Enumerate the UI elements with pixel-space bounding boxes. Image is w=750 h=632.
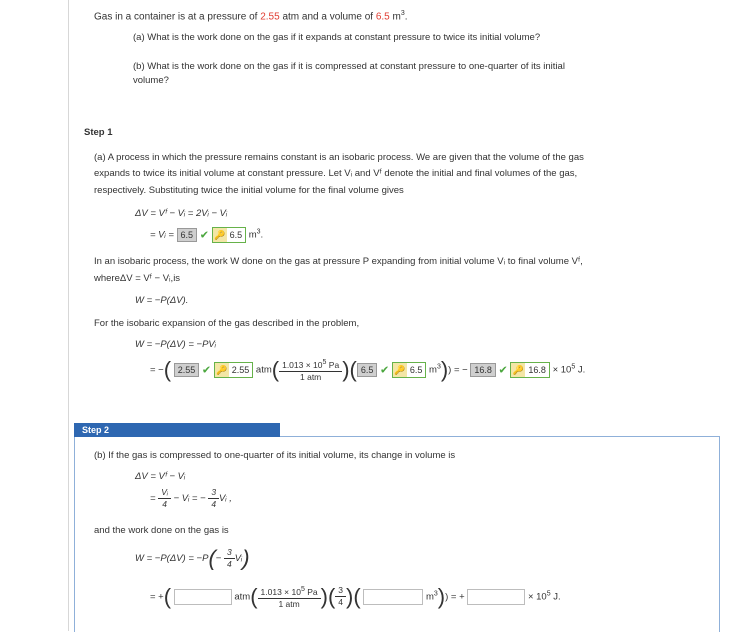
given-volume-2: 6.5 bbox=[357, 363, 378, 377]
fraction-numerator: Vᵢ bbox=[158, 487, 171, 499]
part-b-question-line2: volume? bbox=[133, 75, 169, 86]
unit: m bbox=[425, 591, 434, 603]
unit: m bbox=[429, 364, 437, 376]
key-icon: 🔑 bbox=[213, 230, 226, 240]
eq-prefix: W = −P(ΔV) = −P bbox=[135, 553, 209, 565]
key-icon: 🔑 bbox=[394, 364, 406, 375]
part-b-question-line1: (b) What is the work done on the gas if it is compressed at constant pressure to one-quarter of its initial bbox=[133, 61, 565, 72]
three-quarters-fraction bbox=[335, 585, 346, 608]
paren-close: ) bbox=[342, 356, 350, 382]
unit-exp: 3 bbox=[433, 590, 438, 598]
paren-open: ( bbox=[353, 583, 361, 609]
eq-prefix: = bbox=[150, 493, 156, 505]
paren-open: ( bbox=[349, 356, 357, 382]
joule-unit: J. bbox=[550, 591, 561, 603]
paren-open: ( bbox=[250, 583, 258, 609]
fraction-numerator: 3 bbox=[208, 487, 219, 499]
volume-value: 6.5 bbox=[375, 11, 390, 23]
step2-work-formula bbox=[135, 547, 250, 570]
equals-plus: ) = + bbox=[445, 591, 465, 603]
period: . bbox=[260, 229, 264, 241]
paren-open: ( bbox=[208, 545, 216, 571]
step2-paragraph-line1: (b) If the gas is compressed to one-quarter of its initial volume, its change in volume is bbox=[94, 450, 456, 461]
step2-equation-delta-v: ΔV = Vᶠ − Vᵢ bbox=[135, 471, 186, 482]
intro-end: . bbox=[404, 11, 408, 23]
minus-sign: = − bbox=[150, 364, 164, 376]
unit: m bbox=[248, 229, 257, 241]
conversion-fraction bbox=[258, 584, 321, 610]
fraction-numerator: 1.013 × 10 bbox=[282, 359, 323, 370]
intro-text: Gas in a container is at a pressure of bbox=[94, 11, 261, 23]
check-icon: ✔ bbox=[199, 229, 209, 242]
part-a-question: (a) What is the work done on the gas if it expands at constant pressure to twice its initial volume? bbox=[133, 32, 541, 43]
quarter-vi-fraction bbox=[158, 487, 171, 510]
fraction-exp: 5 bbox=[300, 586, 305, 593]
step2-paragraph-line2: and the work done on the gas is bbox=[94, 525, 229, 536]
check-icon: ✔ bbox=[380, 364, 390, 377]
given-pressure: 2.55 bbox=[174, 363, 200, 377]
vi-symbol: Vᵢ bbox=[234, 553, 243, 565]
step2-title: Step 2 bbox=[74, 423, 280, 437]
paren-close: ) bbox=[242, 545, 250, 571]
key-icon: 🔑 bbox=[216, 364, 228, 375]
key-icon: 🔑 bbox=[512, 364, 524, 375]
fraction-unit: Pa bbox=[326, 359, 340, 370]
given-volume: 6.5 bbox=[177, 228, 198, 242]
eq-middle: − Vᵢ = − bbox=[173, 493, 206, 505]
volume-input[interactable] bbox=[363, 589, 423, 605]
times-exp: 5 bbox=[546, 590, 551, 598]
fraction-denominator: 1 atm bbox=[300, 371, 322, 382]
equals-minus: ) = − bbox=[448, 364, 468, 376]
step2-calculation bbox=[150, 584, 561, 610]
paren-close: ) bbox=[437, 583, 446, 609]
volume-unit-exp: 3 bbox=[400, 10, 405, 17]
answer-work[interactable] bbox=[510, 362, 550, 378]
step1-calculation bbox=[150, 357, 585, 383]
answer-volume[interactable] bbox=[212, 227, 247, 243]
three-quarters-fraction bbox=[208, 487, 219, 510]
volume-unit: m bbox=[389, 11, 401, 23]
answer-volume-value: 6.5 bbox=[229, 230, 243, 240]
answer-work-value: 16.8 bbox=[528, 364, 546, 375]
step2-equation-delta-v-2 bbox=[150, 487, 232, 510]
fraction-numerator: 1.013 × 10 bbox=[260, 586, 301, 597]
fraction-denominator: 4 bbox=[211, 499, 217, 509]
times-exp: 5 bbox=[571, 363, 576, 371]
fraction-denominator: 4 bbox=[338, 597, 344, 608]
pressure-input[interactable] bbox=[174, 589, 232, 605]
answer-volume-2[interactable] bbox=[392, 362, 427, 378]
step1-paragraph-line1: (a) A process in which the pressure remains constant is an isobaric process. We are given that the volume of the gas bbox=[94, 152, 584, 163]
answer-pressure-value: 2.55 bbox=[231, 364, 250, 375]
fraction-denominator: 4 bbox=[226, 559, 232, 569]
step1-work-formula: W = −P(ΔV). bbox=[135, 295, 189, 306]
step1-equation-vi bbox=[150, 227, 263, 243]
fraction-exp: 5 bbox=[322, 359, 327, 366]
fraction-denominator: 4 bbox=[162, 499, 167, 509]
fraction-numerator: 3 bbox=[224, 547, 235, 559]
minus-sign: − bbox=[215, 553, 222, 565]
paren-open: ( bbox=[327, 583, 336, 609]
step1-paragraph-line5: whereΔV = Vᶠ − Vᵢ,is bbox=[94, 273, 181, 284]
unit-exp: 3 bbox=[436, 363, 441, 371]
answer-volume-2-value: 6.5 bbox=[409, 364, 423, 375]
paren-close: ) bbox=[440, 356, 449, 382]
step1-equation-delta-v: ΔV = Vᶠ − Vᵢ = 2Vᵢ − Vᵢ bbox=[135, 208, 228, 219]
paren-open: ( bbox=[163, 356, 172, 382]
fraction-denominator: 1 atm bbox=[278, 598, 300, 609]
work-input[interactable] bbox=[467, 589, 525, 605]
step1-paragraph-line3: respectively. Substituting twice the initial volume for the final volume gives bbox=[94, 185, 404, 196]
times-ten: × 10 bbox=[552, 364, 572, 376]
paren-open: ( bbox=[271, 356, 280, 382]
eq-prefix: = Vᵢ = bbox=[150, 229, 177, 241]
joule-unit: J. bbox=[575, 364, 586, 376]
answer-pressure[interactable] bbox=[214, 362, 254, 378]
eq-end: Vᵢ , bbox=[219, 493, 232, 505]
fraction-numerator: 3 bbox=[335, 585, 346, 597]
paren-open: ( bbox=[163, 583, 172, 609]
step1-title: Step 1 bbox=[84, 127, 113, 138]
paren-close: ) bbox=[346, 583, 354, 609]
step1-paragraph-line2: expands to twice its initial volume at constant pressure. Let Vᵢ and Vᶠ denote the initial and final volumes of the gas, bbox=[94, 168, 578, 179]
step1-work-expansion: W = −P(ΔV) = −PVᵢ bbox=[135, 339, 216, 350]
atm-unit: atm bbox=[255, 364, 272, 376]
fraction-unit: Pa bbox=[304, 586, 318, 597]
given-work: 16.8 bbox=[470, 363, 496, 377]
problem-statement bbox=[94, 10, 408, 22]
step1-paragraph-line4: In an isobaric process, the work W done on the gas at pressure P expanding from initial volume Vᵢ to final volume Vᶠ, bbox=[94, 256, 583, 267]
step1-paragraph-line6: For the isobaric expansion of the gas described in the problem, bbox=[94, 318, 360, 329]
check-icon: ✔ bbox=[498, 364, 508, 377]
conversion-fraction bbox=[279, 357, 342, 383]
pressure-value: 2.55 bbox=[260, 11, 280, 23]
atm-unit: atm bbox=[234, 591, 251, 603]
unit-exp: 3 bbox=[256, 228, 261, 236]
paren-close: ) bbox=[320, 583, 328, 609]
equals-plus: = + bbox=[150, 591, 164, 603]
intro-text-2: atm and a volume of bbox=[279, 11, 376, 23]
three-quarters-fraction bbox=[224, 547, 235, 570]
times-ten: × 10 bbox=[527, 591, 547, 603]
check-icon: ✔ bbox=[201, 364, 212, 377]
